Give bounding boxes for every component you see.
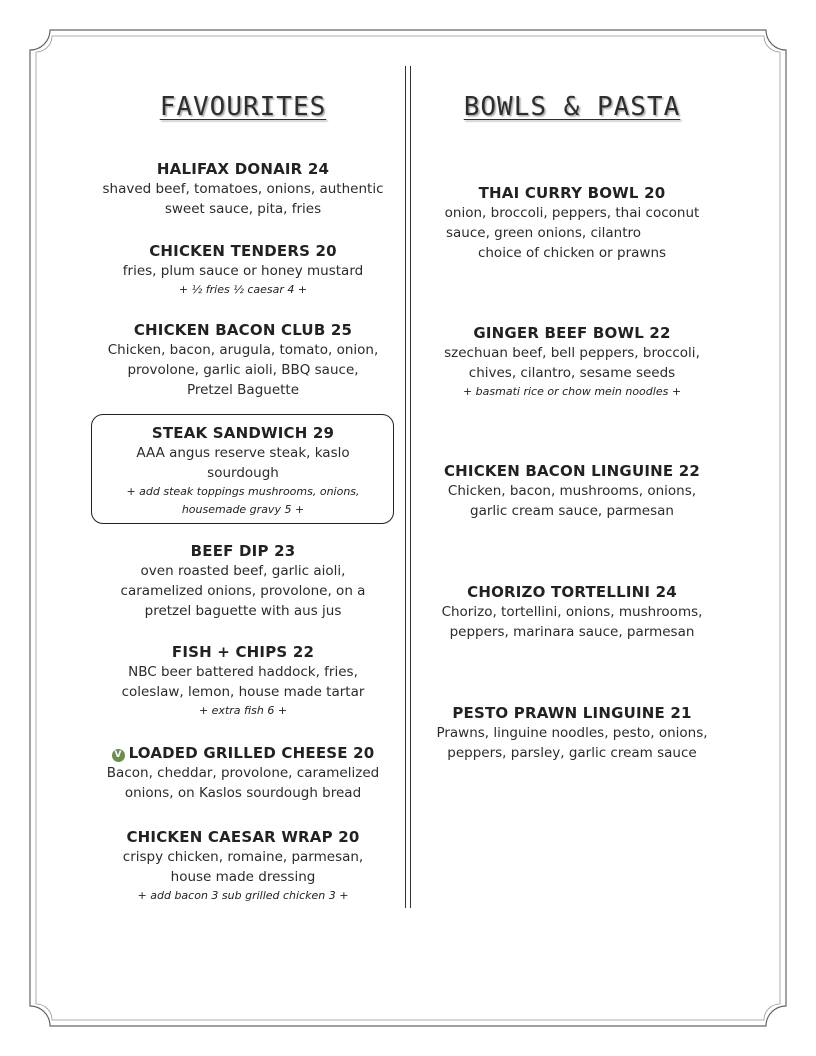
- menu-item-pesto-prawn-linguine: [426, 703, 718, 763]
- item-title: CHICKEN TENDERS 20: [149, 242, 337, 260]
- item-desc-line: Bacon, cheddar, provolone, caramelized: [106, 765, 380, 781]
- item-note: + add steak toppings mushrooms, onions,: [126, 485, 360, 498]
- menu-item-chorizo-tortellini: [426, 582, 718, 642]
- item-desc-line: NBC beer battered haddock, fries,: [128, 664, 358, 680]
- item-desc-line: Prawns, linguine noodles, pesto, onions,: [436, 725, 708, 741]
- item-title: HALIFAX DONAIR 24: [156, 160, 330, 178]
- favourites-column: [98, 0, 388, 1056]
- item-title-row: [98, 743, 388, 763]
- item-desc-line: oven roasted beef, garlic aioli,: [140, 563, 346, 579]
- column-divider-left-rule: [405, 66, 406, 908]
- item-title: THAI CURRY BOWL 20: [478, 184, 666, 202]
- item-title: PESTO PRAWN LINGUINE 21: [452, 704, 692, 722]
- featured-item-box: [91, 414, 394, 524]
- bowls-pasta-column: [426, 0, 718, 1056]
- item-desc-line: peppers, marinara sauce, parmesan: [449, 624, 695, 640]
- item-desc-line: szechuan beef, bell peppers, broccoli,: [444, 345, 700, 361]
- item-desc-line: Chicken, bacon, mushrooms, onions,: [447, 483, 697, 499]
- item-desc-line: onion, broccoli, peppers, thai coconut: [444, 205, 700, 221]
- bowls-pasta-heading: BOWLS & PASTA: [463, 92, 681, 122]
- column-divider-right-rule: [410, 66, 411, 908]
- item-desc-line: caramelized onions, provolone, on a: [120, 583, 366, 599]
- item-desc-line: AAA angus reserve steak, kaslo: [136, 445, 350, 461]
- vegetarian-badge-icon: V: [112, 749, 125, 762]
- item-desc-line: provolone, garlic aioli, BBQ sauce,: [127, 362, 359, 378]
- menu-item-beef-dip: [98, 541, 388, 621]
- item-desc-line: chives, cilantro, sesame seeds: [468, 365, 676, 381]
- item-desc-line: Pretzel Baguette: [186, 382, 300, 398]
- item-title: CHICKEN CAESAR WRAP 20: [126, 828, 360, 846]
- item-desc-line: peppers, parsley, garlic cream sauce: [447, 745, 697, 761]
- menu-item-fish-chips: [98, 642, 388, 720]
- favourites-heading: FAVOURITES: [159, 92, 327, 122]
- item-title: FISH + CHIPS 22: [171, 643, 315, 661]
- item-title: GINGER BEEF BOWL 22: [473, 324, 671, 342]
- menu-item-ginger-beef-bowl: [426, 323, 718, 401]
- item-desc-line: crispy chicken, romaine, parmesan,: [122, 849, 364, 865]
- item-desc-line: sauce, green onions, cilantro: [446, 225, 642, 241]
- item-desc-line: Chicken, bacon, arugula, tomato, onion,: [107, 342, 379, 358]
- item-desc-line: garlic cream sauce, parmesan: [470, 503, 674, 519]
- item-desc-line: coleslaw, lemon, house made tartar: [121, 684, 365, 700]
- item-title: BEEF DIP 23: [190, 542, 296, 560]
- item-note: + basmati rice or chow mein noodles +: [462, 385, 682, 398]
- item-desc-line: choice of chicken or prawns: [477, 245, 667, 261]
- menu-item-halifax-donair: [98, 159, 388, 219]
- menu-item-thai-curry-bowl: [426, 183, 718, 263]
- item-desc-line: fries, plum sauce or honey mustard: [122, 263, 364, 279]
- menu-item-chicken-caesar-wrap: [98, 827, 388, 905]
- item-desc-line: sourdough: [207, 465, 279, 481]
- item-note: + add bacon 3 sub grilled chicken 3 +: [137, 889, 349, 902]
- item-title: CHICKEN BACON CLUB 25: [133, 321, 353, 339]
- item-title: CHORIZO TORTELLINI 24: [467, 583, 677, 601]
- menu-item-chicken-bacon-club: [98, 320, 388, 400]
- item-desc-line: Chorizo, tortellini, onions, mushrooms,: [441, 604, 703, 620]
- item-desc-line: house made dressing: [170, 869, 316, 885]
- item-note: housemade gravy 5 +: [181, 503, 305, 516]
- item-desc-line: onions, on Kaslos sourdough bread: [124, 785, 362, 801]
- item-title: CHICKEN BACON LINGUINE 22: [443, 462, 701, 480]
- menu-item-chicken-tenders: [98, 241, 388, 299]
- item-desc-line: shaved beef, tomatoes, onions, authentic: [102, 181, 384, 197]
- item-title: LOADED GRILLED CHEESE 20: [128, 744, 375, 762]
- item-desc-line: pretzel baguette with aus jus: [144, 603, 342, 619]
- item-desc-line: sweet sauce, pita, fries: [164, 201, 322, 217]
- item-title: STEAK SANDWICH 29: [151, 424, 335, 442]
- item-note: + ½ fries ½ caesar 4 +: [178, 283, 308, 296]
- menu-item-chicken-bacon-linguine: [426, 461, 718, 521]
- menu-item-loaded-grilled-cheese: [98, 743, 388, 803]
- item-note: + extra fish 6 +: [198, 704, 288, 717]
